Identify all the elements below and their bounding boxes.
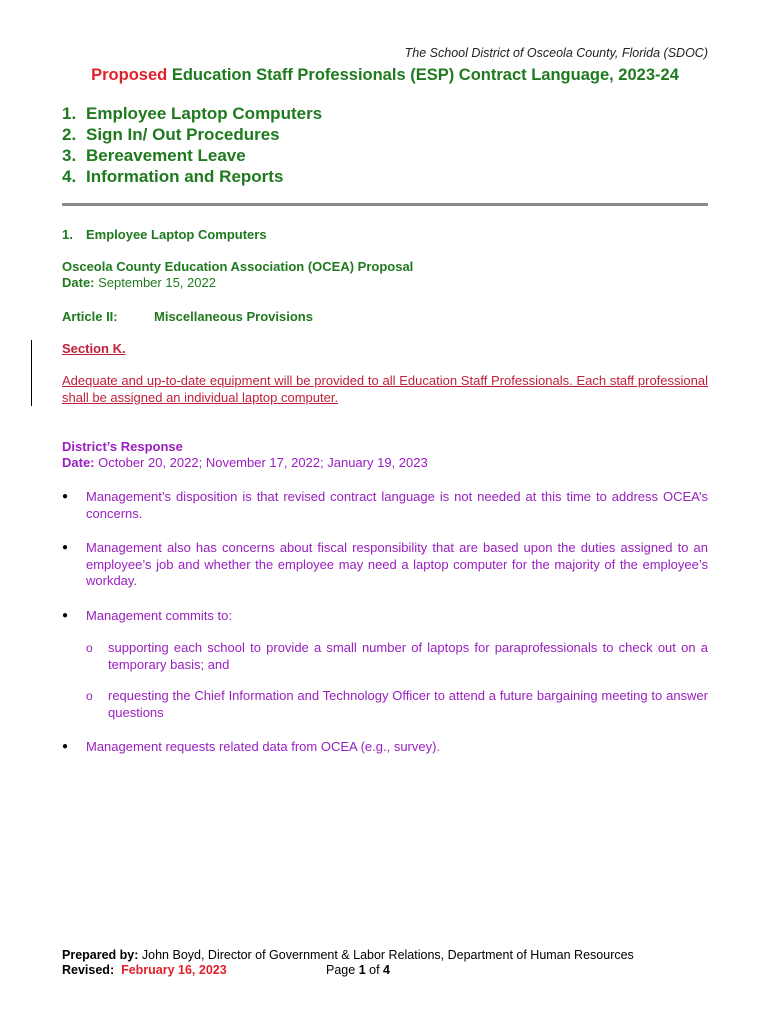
toc-item: 3. Bereavement Leave (62, 146, 246, 165)
title-main: Education Staff Professionals (ESP) Contract Language, 2023-24 (171, 66, 679, 84)
circle-bullet-icon: o (86, 689, 93, 703)
proposal-date: Date: September 15, 2022 (62, 275, 216, 290)
district-header: The School District of Osceola County, Florida (SDOC) (404, 46, 708, 60)
bullet-item: ● Management commits to: (62, 607, 232, 623)
bullet-icon: ● (62, 542, 69, 553)
bullet-icon: ● (62, 741, 69, 752)
revised-date: Revised: February 16, 2023 (62, 963, 227, 977)
toc-item: 4. Information and Reports (62, 167, 284, 186)
table-of-contents (62, 103, 322, 187)
toc-item: 2. Sign In/ Out Procedures (62, 125, 280, 144)
section-k-heading: Section K. (62, 341, 126, 356)
prepared-by: Prepared by: John Boyd, Director of Government & Labor Relations, Department of Human Resources (62, 948, 634, 962)
district-response-block (62, 439, 428, 471)
response-date: Date: October 20, 2022; November 17, 2022; January 19, 2023 (62, 455, 428, 470)
bullet-item: ● Management also has concerns about fiscal responsibility that are based upon the duties assigned to an employee’s job and whether the employee may need a laptop computer for the majority of the employee’s workday. (62, 540, 708, 588)
document-title (0, 66, 770, 85)
toc-item: 1. Employee Laptop Computers (62, 104, 323, 123)
bullet-item: ● Management requests related data from OCEA (e.g., survey). (62, 739, 441, 754)
article-heading: Article II: Miscellaneous Provisions (62, 309, 313, 324)
sub-bullet-item: o requesting the Chief Information and Technology Officer to attend a future bargaining meeting to answer questions (86, 688, 708, 720)
title-proposed: Proposed (91, 66, 168, 84)
change-bar (31, 340, 32, 406)
bullet-icon: ● (62, 609, 69, 621)
section-heading: 1. Employee Laptop Computers (62, 227, 267, 242)
page-number: Page 1 of 4 (326, 963, 390, 977)
sub-bullet-item: o supporting each school to provide a small number of laptops for paraprofessionals to check out on a temporary basis; and (86, 640, 708, 672)
proposal-heading: Osceola County Education Association (OCEA) Proposal (62, 259, 414, 274)
circle-bullet-icon: o (86, 641, 93, 655)
bullet-item: ● Management’s disposition is that revised contract language is not needed at this time to address OCEA’s concerns. (62, 489, 708, 521)
section-k-text: Adequate and up-to-date equipment will be provided to all Education Staff Professionals. Each staff professional shall be assigned an individual laptop computer. (62, 373, 708, 405)
bullet-icon: ● (62, 491, 69, 502)
ocea-proposal-block (62, 259, 413, 291)
response-heading: District’s Response (62, 439, 183, 454)
response-bullets (62, 489, 708, 774)
horizontal-divider (62, 203, 708, 206)
